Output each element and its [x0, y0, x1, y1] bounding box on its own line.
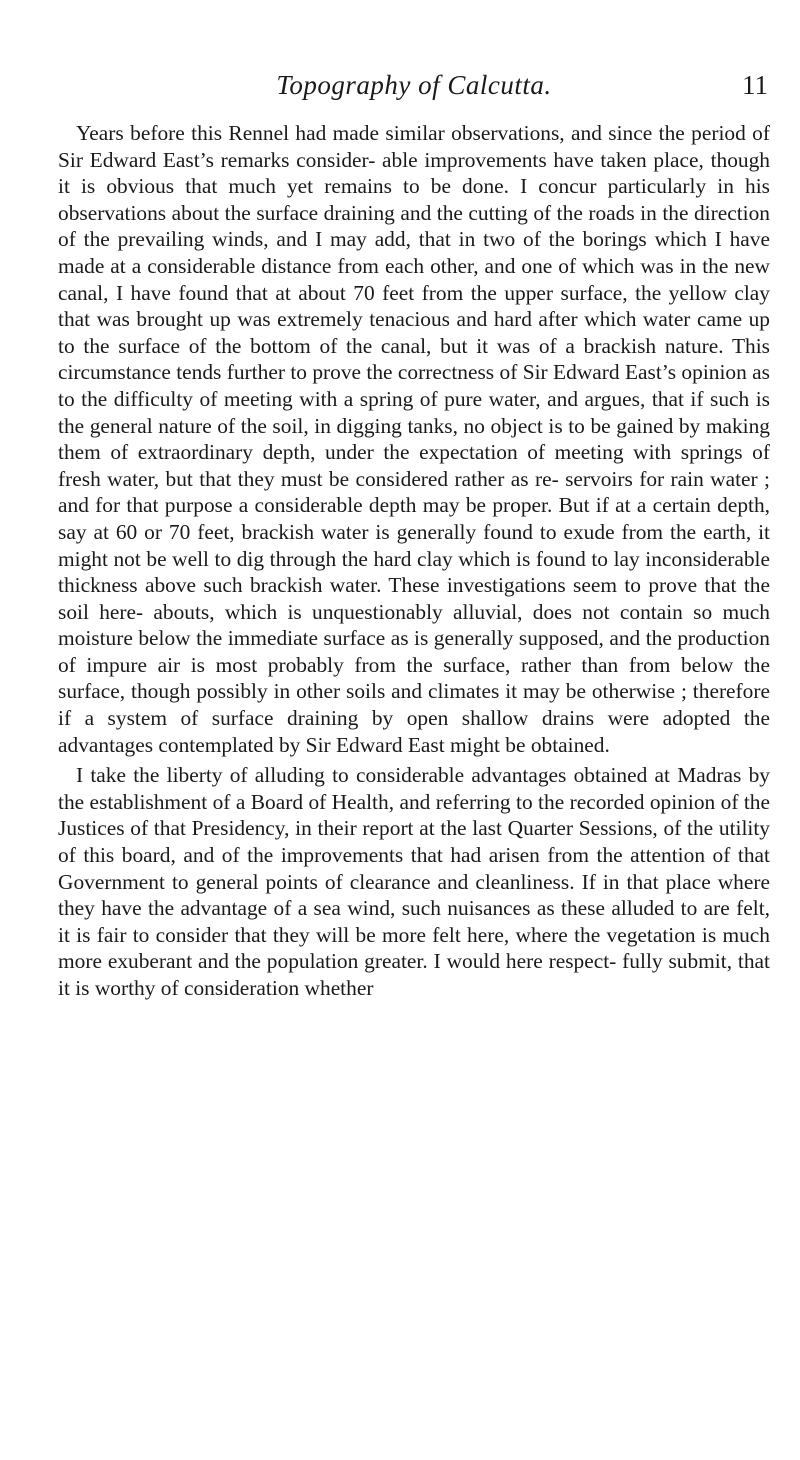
body-text	[58, 120, 770, 1002]
page-number: 11	[742, 70, 768, 100]
document-page	[58, 70, 770, 1002]
running-head	[58, 70, 770, 106]
paragraph-2: I take the liberty of alluding to considerable advantages obtained at Madras by the establishment of a Board of Health, and referring to the recorded opinion of the Justices of that Presidency, in their report at the last Quarter Sessions, of the utility of this board, and of the improvements that had arisen from the attention of that Government to general points of clearance and cleanliness. If in that place where they have the advantage of a sea wind, such nuisances as these alluded to are felt, it is fair to consider that they will be more felt here, where the vegetation is much more exuberant and the population greater. I would here respect- fully submit, that it is worthy of consideration whether	[58, 763, 770, 1000]
running-title: Topography of Calcutta.	[276, 70, 552, 100]
paragraph-1: Years before this Rennel had made similar observations, and since the period of Sir Edward East’s remarks consider- able improvements have taken place, though it is obvious that much yet remains to be done. I concur particularly in his observations about the surface draining and the cutting of the roads in the direction of the prevailing winds, and I may add, that in two of the borings which I have made at a considerable distance from each other, and one of which was in the new canal, I have found that at about 70 feet from the upper surface, the yellow clay that was brought up was extremely tenacious and hard after which water came up to the surface of the bottom of the canal, but it was of a brackish nature. This circumstance tends further to prove the correctness of Sir Edward East’s opinion as to the difficulty of meeting with a spring of pure water, and argues, that if such is the general nature of the soil, in digging tanks, no object is to be gained by making them of extraordinary depth, under the expectation of meeting with springs of fresh water, but that they must be considered rather as re- servoirs for rain water ; and for that purpose a considerable depth may be proper. But if at a certain depth, say at 60 or 70 feet, brackish water is generally found to exude from the earth, it might not be well to dig through the hard clay which is found to lay inconsiderable thickness above such brackish water. These investigations seem to prove that the soil here- abouts, which is unquestionably alluvial, does not contain so much moisture below the immediate surface as is generally supposed, and the production of impure air is most probably from the surface, rather than from below the surface, though possibly in other soils and climates it may be otherwise ; therefore if a system of surface draining by open shallow drains were adopted the advantages contemplated by Sir Edward East might be obtained.	[58, 121, 770, 757]
